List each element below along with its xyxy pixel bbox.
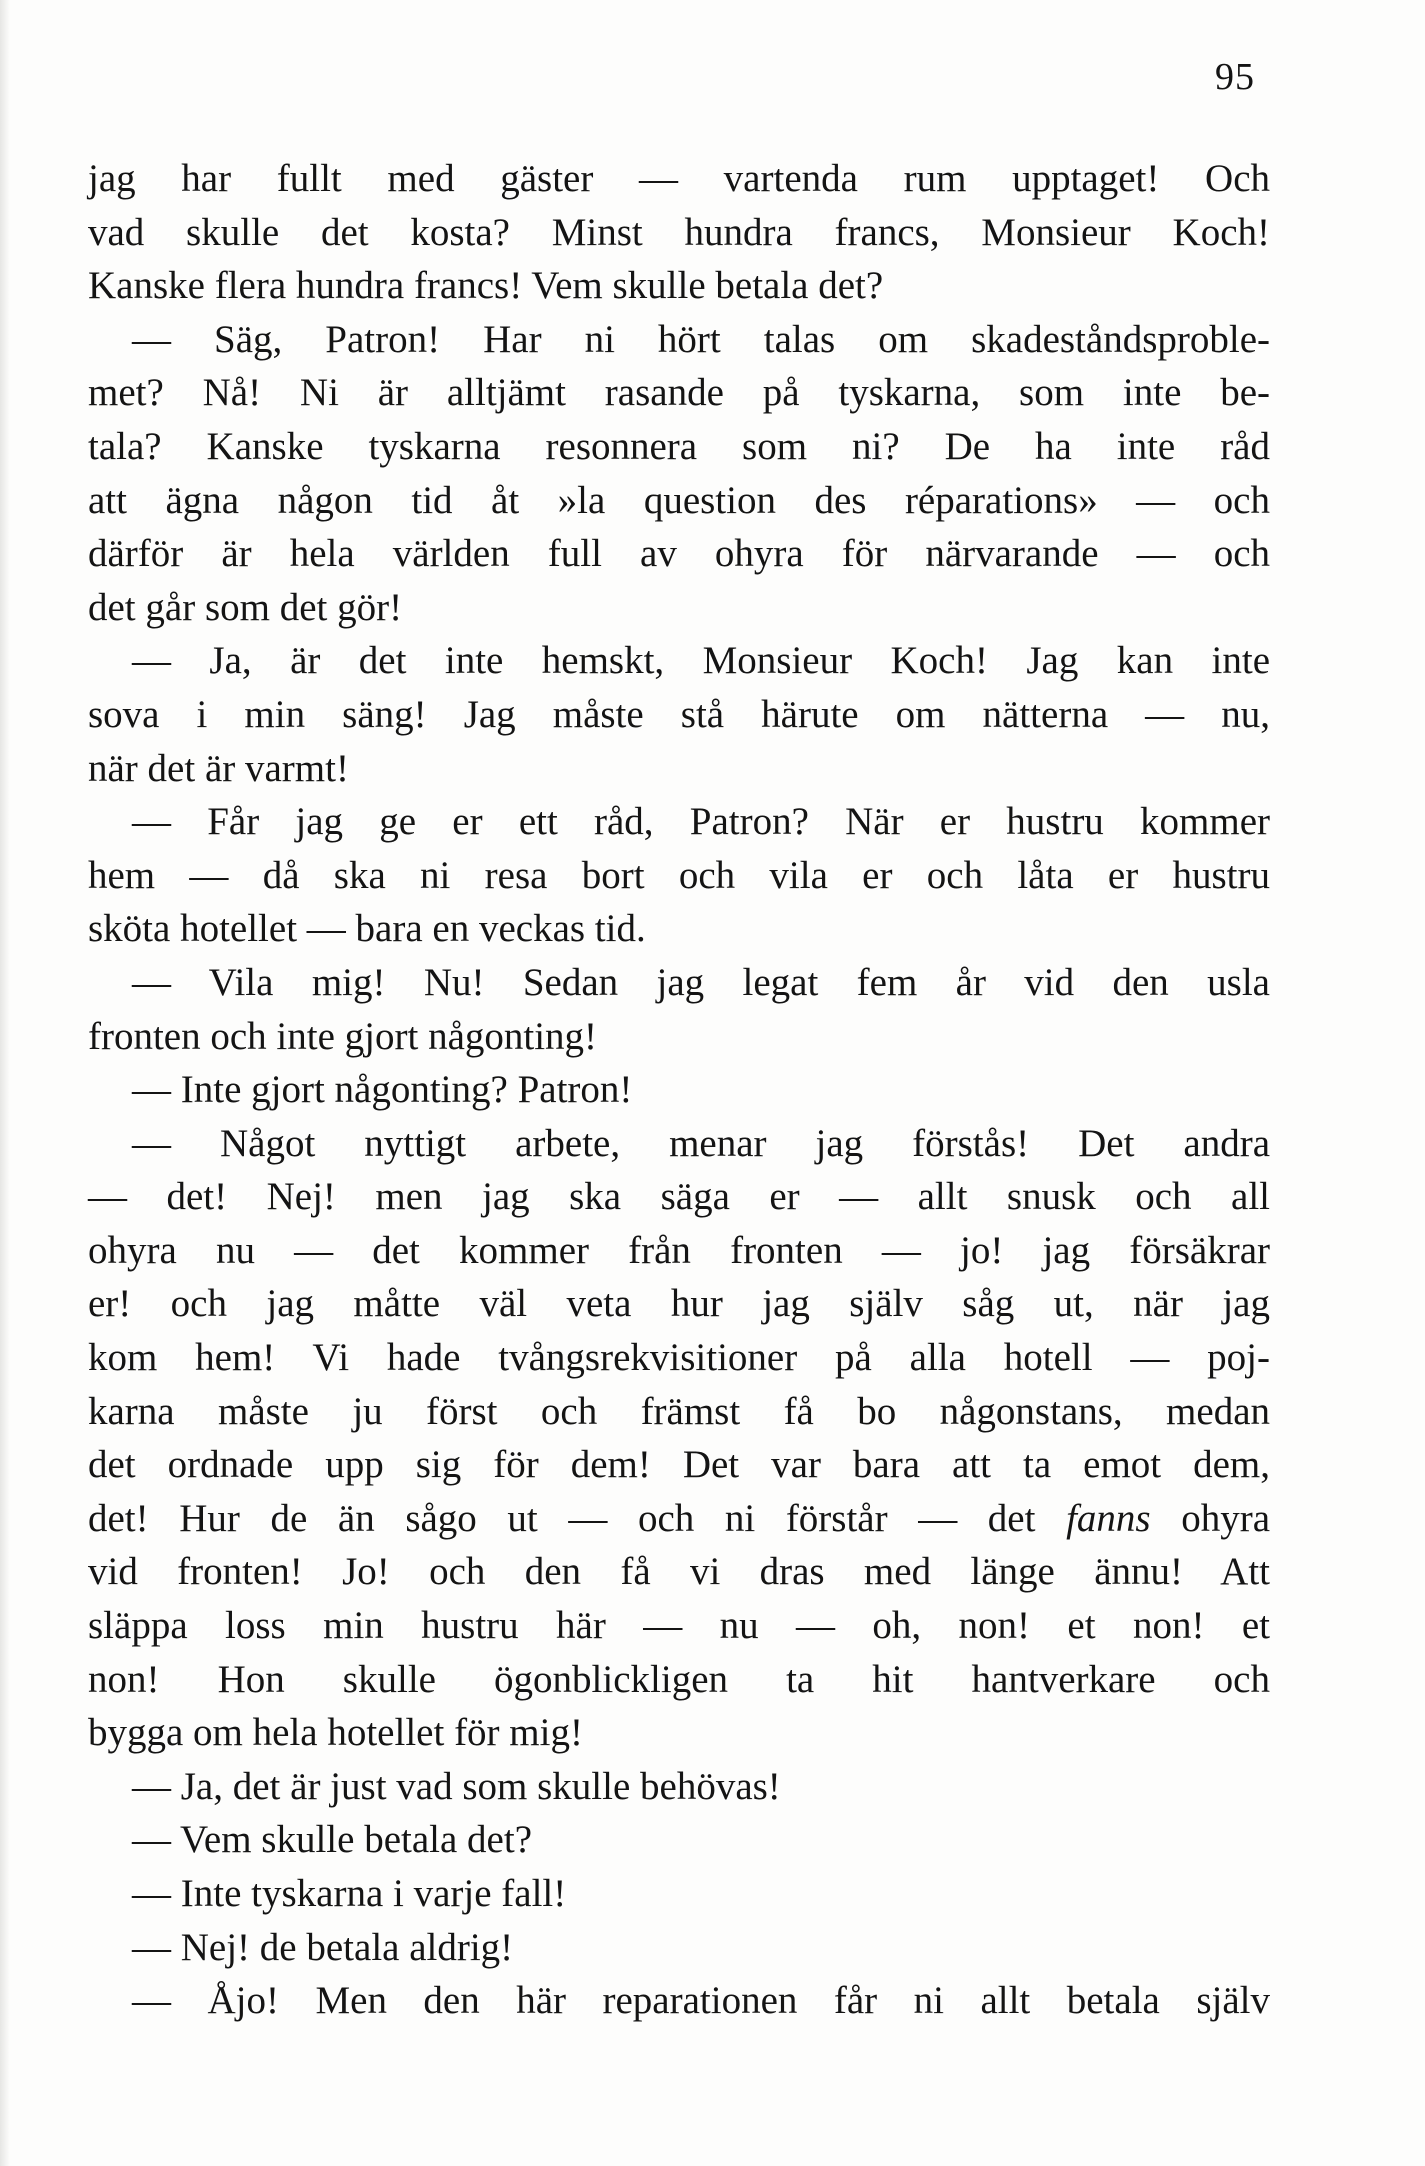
text-line: kom hem! Vi hade tvångsrekvisitioner på alla hotell — poj- xyxy=(88,1336,1270,1380)
text-line: — Vila mig! Nu! Sedan jag legat fem år vid den usla xyxy=(132,960,1270,1004)
text-line: tala? Kanske tyskarna resonnera som ni? De ha inte råd xyxy=(88,424,1270,468)
text-line: vid fronten! Jo! och den få vi dras med länge ännu! Att xyxy=(88,1550,1270,1594)
text-line: det ordnade upp sig för dem! Det var bara att ta emot dem, xyxy=(88,1443,1270,1487)
text-line: sova i min säng! Jag måste stå härute om nätterna — nu, xyxy=(88,692,1270,736)
text-line: er! och jag måtte väl veta hur jag själv såg ut, när jag xyxy=(88,1282,1270,1326)
text-line: vad skulle det kosta? Minst hundra francs, Monsieur Koch! xyxy=(88,210,1270,254)
text-line: — Ja, det är just vad som skulle behövas! xyxy=(132,1764,781,1808)
text-line: sköta hotellet — bara en veckas tid. xyxy=(88,907,646,951)
text-line: — Något nyttigt arbete, menar jag förstås! Det andra xyxy=(132,1121,1270,1165)
text-line: ohyra nu — det kommer från fronten — jo! jag försäkrar xyxy=(88,1228,1270,1272)
text-line: därför är hela världen full av ohyra för närvarande — och xyxy=(88,532,1270,576)
text-line: met? Nå! Ni är alltjämt rasande på tyskarna, som inte be- xyxy=(88,371,1270,415)
text-line: — Inte tyskarna i varje fall! xyxy=(132,1872,567,1915)
text-line: bygga om hela hotellet för mig! xyxy=(88,1711,583,1755)
text-line: — Ja, är det inte hemskt, Monsieur Koch! Jag kan inte xyxy=(132,639,1270,683)
text-line: när det är varmt! xyxy=(88,746,349,790)
text-line: det går som det gör! xyxy=(88,585,403,629)
text-line: — Nej! de betala aldrig! xyxy=(132,1925,514,1969)
text-line: fronten och inte gjort någonting! xyxy=(88,1014,598,1058)
text-line: karna måste ju först och främst få bo någonstans, medan xyxy=(88,1389,1270,1433)
binding-shadow xyxy=(0,0,10,2166)
italic-word: fanns xyxy=(1066,1496,1151,1540)
text-line-segment: ohyra xyxy=(1181,1496,1271,1540)
body-text xyxy=(88,152,1270,2028)
text-line: släppa loss min hustru här — nu — oh, non! et non! et xyxy=(88,1604,1270,1648)
text-line: att ägna någon tid åt »la question des réparations» — och xyxy=(88,478,1270,522)
text-line: — det! Nej! men jag ska säga er — allt snusk och all xyxy=(88,1175,1270,1219)
text-line: jag har fullt med gäster — vartenda rum upptaget! Och xyxy=(88,157,1270,200)
text-line xyxy=(88,1492,1270,1546)
page-number: 95 xyxy=(1215,56,1255,98)
text-line: non! Hon skulle ögonblickligen ta hit hantverkare och xyxy=(88,1657,1270,1701)
text-line-segment: det! Hur de än sågo ut — och ni förstår — det xyxy=(88,1496,1036,1540)
text-line: — Åjo! Men den här reparationen får ni allt betala själv xyxy=(132,1979,1270,2023)
text-line: Kanske flera hundra francs! Vem skulle betala det? xyxy=(88,264,884,308)
text-line: — Säg, Patron! Har ni hört talas om skadeståndsproble- xyxy=(132,317,1270,361)
text-line: — Vem skulle betala det? xyxy=(132,1818,532,1862)
text-line: — Får jag ge er ett råd, Patron? När er hustru kommer xyxy=(132,800,1270,844)
text-line: — Inte gjort någonting? Patron! xyxy=(132,1068,633,1112)
text-line: hem — då ska ni resa bort och vila er och låta er hustru xyxy=(88,853,1270,897)
